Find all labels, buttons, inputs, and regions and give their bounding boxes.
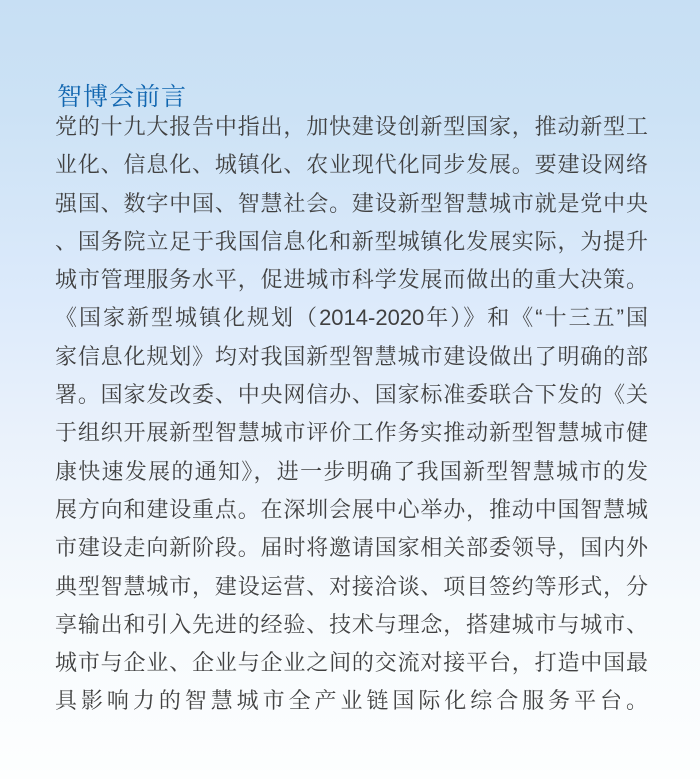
paragraph-line: 家信息化规划》均对我国新型智慧城市建设做出了明确的部 (55, 343, 648, 369)
page-title: 智博会前言 (57, 82, 188, 111)
paragraph-line: 党的十九大报告中指出，加快建设创新型国家，推动新型工 (55, 114, 648, 139)
paragraph-line: 典型智慧城市，建设运营、对接洽谈、项目签约等形式，分 (55, 573, 648, 599)
paragraph-line: 于组织开展新型智慧城市评价工作务实推动新型智慧城市健 (55, 420, 648, 446)
preface-paragraph (55, 108, 648, 721)
paragraph-line: 享输出和引入先进的经验、技术与理念，搭建城市与城市、 (55, 611, 648, 637)
paragraph-line: 市建设走向新阶段。届时将邀请国家相关部委领导，国内外 (55, 535, 648, 561)
paragraph-line: 城市管理服务水平，促进城市科学发展而做出的重大决策。 (55, 267, 648, 293)
paragraph-line: 展方向和建设重点。在深圳会展中心举办，推动中国智慧城 (55, 496, 648, 522)
paragraph-line: 署。国家发改委、中央网信办、国家标准委联合下发的《关 (55, 382, 648, 408)
paragraph-line: 康快速发展的通知》，进一步明确了我国新型智慧城市的发 (55, 458, 648, 484)
paragraph-line: 城市与企业、企业与企业之间的交流对接平台，打造中国最 (55, 650, 648, 676)
paragraph-line: 具影响力的智慧城市全产业链国际化综合服务平台。 (55, 688, 648, 714)
paragraph-line: 、国务院立足于我国信息化和新型城镇化发展实际，为提升 (55, 228, 648, 254)
paragraph-line: 强国、数字中国、智慧社会。建设新型智慧城市就是党中央 (55, 190, 648, 216)
paragraph-line: 《国家新型城镇化规划（2014-2020年）》和《“十三五”国 (55, 305, 648, 331)
paragraph-line: 业化、信息化、城镇化、农业现代化同步发展。要建设网络 (55, 152, 648, 178)
